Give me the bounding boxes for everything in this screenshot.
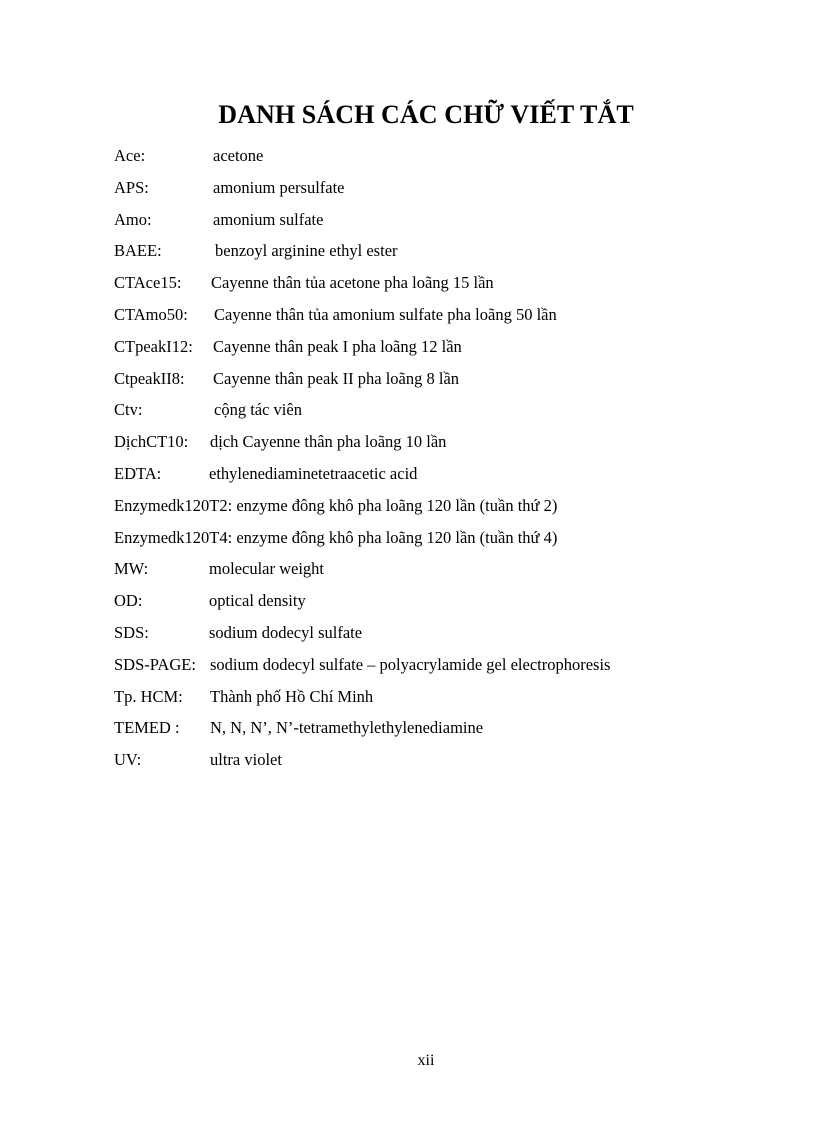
abbreviation-entry xyxy=(114,368,794,400)
abbreviation-entry xyxy=(114,304,794,336)
abbreviation-entry xyxy=(114,686,794,718)
abbreviation-definition: amonium persulfate xyxy=(213,177,345,197)
abbreviation-entry xyxy=(114,495,794,527)
abbreviation-term: DịchCT10: xyxy=(114,432,189,452)
abbreviation-term: SDS: xyxy=(114,622,149,642)
abbreviation-entry xyxy=(114,399,794,431)
abbreviation-term: Ace: xyxy=(114,146,146,165)
abbreviation-term: CTAmo50: xyxy=(114,304,188,324)
abbreviation-definition: Cayenne thân peak I pha loãng 12 lần xyxy=(213,336,462,356)
abbreviation-entry xyxy=(114,622,794,654)
abbreviation-term: OD: xyxy=(114,591,143,611)
abbreviation-term: Amo: xyxy=(114,209,152,229)
abbreviation-definition: Thành phố Hồ Chí Minh xyxy=(210,686,374,706)
abbreviation-definition: sodium dodecyl sulfate xyxy=(209,622,363,642)
abbreviation-term: UV: xyxy=(114,750,142,770)
abbreviation-definition: amonium sulfate xyxy=(213,209,324,229)
abbreviation-definition: ethylenediaminetetraacetic acid xyxy=(209,463,418,483)
abbreviation-term: Ctv: xyxy=(114,400,143,420)
abbreviation-definition: cộng tác viên xyxy=(214,400,302,420)
abbreviation-definition: molecular weight xyxy=(209,559,325,579)
abbreviation-entry xyxy=(114,177,794,209)
abbreviation-term: SDS-PAGE: xyxy=(114,654,196,674)
abbreviation-term: MW: xyxy=(114,559,149,579)
abbreviation-entry xyxy=(114,463,794,495)
abbreviation-definition: benzoyl arginine ethyl ester xyxy=(215,241,398,261)
page-number: xii xyxy=(417,1052,435,1069)
abbreviation-term: APS: xyxy=(114,177,149,197)
page-title: DANH SÁCH CÁC CHỮ VIẾT TẮT xyxy=(218,100,634,129)
abbreviation-definition: dịch Cayenne thân pha loãng 10 lần xyxy=(210,432,447,452)
abbreviation-line: Enzymedk120T2: enzyme đông khô pha loãng 120 lần (tuần thứ 2) xyxy=(114,495,558,515)
abbreviation-entry xyxy=(114,240,794,272)
abbreviation-entry xyxy=(114,527,794,559)
abbreviation-definition: ultra violet xyxy=(210,750,282,770)
abbreviation-term: CtpeakII8: xyxy=(114,368,185,388)
abbreviation-term: EDTA: xyxy=(114,463,162,483)
abbreviation-entry xyxy=(114,272,794,304)
abbreviation-definition: optical density xyxy=(209,591,306,611)
abbreviation-entry xyxy=(114,717,794,749)
abbreviation-line: Enzymedk120T4: enzyme đông khô pha loãng 120 lần (tuần thứ 4) xyxy=(114,527,558,547)
abbreviation-term: Tp. HCM: xyxy=(114,686,183,706)
abbreviation-definition: Cayenne thân tủa acetone pha loãng 15 lần xyxy=(211,273,494,293)
abbreviation-term: CTpeakI12: xyxy=(114,336,193,356)
abbreviation-entry xyxy=(114,431,794,463)
abbreviation-term: BAEE: xyxy=(114,241,162,261)
abbreviation-definition: sodium dodecyl sulfate – polyacrylamide gel electrophoresis xyxy=(210,654,611,674)
abbreviation-definition: Cayenne thân peak II pha loãng 8 lần xyxy=(213,368,460,388)
abbreviation-definition: acetone xyxy=(213,146,264,165)
abbreviation-entry xyxy=(114,590,794,622)
abbreviation-entry xyxy=(114,209,794,241)
abbreviation-definition: Cayenne thân tủa amonium sulfate pha loãng 50 lần xyxy=(214,304,557,324)
abbreviation-definition: N, N, N’, N’-tetramethylethylenediamine xyxy=(210,718,484,738)
abbreviation-entry xyxy=(114,749,794,781)
abbreviation-entry xyxy=(114,336,794,368)
abbreviation-term: TEMED : xyxy=(114,718,180,738)
abbreviation-entry xyxy=(114,145,794,177)
abbreviation-entry xyxy=(114,654,794,686)
abbreviation-list xyxy=(114,145,794,781)
abbreviation-term: CTAce15: xyxy=(114,273,182,293)
abbreviation-entry xyxy=(114,558,794,590)
